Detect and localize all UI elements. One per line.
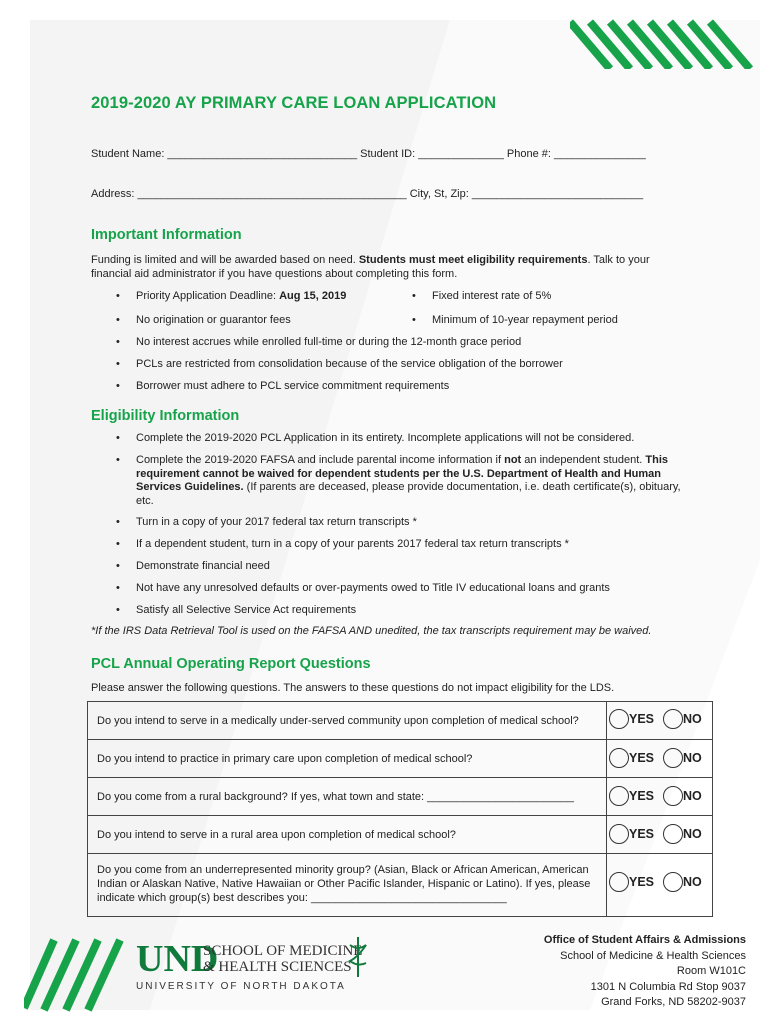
logo-line1: SCHOOL OF MEDICINE [203, 943, 363, 959]
office-school: School of Medicine & Health Sciences [560, 949, 746, 962]
list-item: • Borrower must adhere to PCL service commitment requirements [116, 380, 450, 392]
question-text: Do you come from an underrepresented minority group? (Asian, Black or African American, American Indian or Alaskan Native, Native Hawaiian or Other Pacific Islander, Hispanic or Latino). If yes, please indicate which group(s) best describes you: ________________________________ [97, 864, 591, 904]
report-heading: PCL Annual Operating Report Questions [91, 656, 371, 672]
yes-radio[interactable] [609, 786, 629, 806]
page-title: 2019-2020 AY PRIMARY CARE LOAN APPLICATION [91, 94, 497, 112]
office-name: Office of Student Affairs & Admissions [543, 934, 746, 946]
question-text: Do you intend to serve in a rural area upon completion of medical school? [97, 829, 456, 841]
no-radio[interactable] [663, 872, 683, 892]
list-item: • If a dependent student, turn in a copy of your parents 2017 federal tax return transcripts * [116, 538, 569, 550]
yes-no-cell [606, 740, 712, 777]
no-radio[interactable] [663, 824, 683, 844]
logo-line2: & HEALTH SCIENCES [203, 959, 352, 975]
yes-radio[interactable] [609, 748, 629, 768]
und-logo [136, 933, 371, 993]
yes-no-cell [606, 816, 712, 853]
no-radio[interactable] [663, 709, 683, 729]
questions-table [87, 701, 713, 917]
yes-radio[interactable] [609, 872, 629, 892]
yes-no-cell [606, 778, 712, 815]
interest-item: • Fixed interest rate of 5% [412, 290, 552, 302]
office-city: Grand Forks, ND 58202-9037 [601, 996, 746, 1008]
table-row [88, 778, 712, 816]
yes-radio[interactable] [609, 709, 629, 729]
office-room: Room W101C [676, 965, 746, 977]
student-info-line[interactable]: Student Name: _______________________________ Student ID: ______________ Phone #: _______________ [91, 148, 646, 160]
no-label: NO [683, 875, 702, 889]
list-item: • Not have any unresolved defaults or over-payments owed to Title IV educational loans and grants [116, 582, 610, 594]
eligibility-heading: Eligibility Information [91, 408, 240, 424]
no-radio[interactable] [663, 748, 683, 768]
list-item: • PCLs are restricted from consolidation because of the service obligation of the borrower [116, 358, 563, 370]
table-row [88, 816, 712, 854]
question-text: Do you intend to serve in a medically under-served community upon completion of medical school? [97, 715, 579, 727]
table-row [88, 854, 712, 916]
fees-item: • No origination or guarantor fees [116, 314, 291, 326]
no-label: NO [683, 789, 702, 803]
list-item: • Demonstrate financial need [116, 560, 270, 572]
no-label: NO [683, 827, 702, 841]
question-text: Do you intend to practice in primary care upon completion of medical school? [97, 753, 473, 765]
fafsa-item: • Complete the 2019-2020 FAFSA and include parental income information if not an independent student. This requirement cannot be waived for dependent students per the U.S. Department of Health and Human Services Guidelines. (If parents are deceased, please provide documentation, i.e. death certificate(s), obituary, etc. [116, 454, 681, 507]
no-label: NO [683, 751, 702, 765]
yes-radio[interactable] [609, 824, 629, 844]
list-item: • No interest accrues while enrolled full-time or during the 12-month grace period [116, 336, 522, 348]
decorative-stripes-bottom [24, 938, 134, 1013]
deadline-item: • Priority Application Deadline: Aug 15, 2019 [116, 290, 347, 302]
yes-label: YES [629, 827, 655, 841]
yes-label: YES [629, 789, 655, 803]
no-radio[interactable] [663, 786, 683, 806]
yes-no-cell [606, 854, 712, 916]
yes-label: YES [629, 751, 655, 765]
report-intro: Please answer the following questions. The answers to these questions do not impact eligibility for the LDS. [91, 682, 615, 694]
logo-line3: UNIVERSITY OF NORTH DAKOTA [136, 981, 346, 992]
logo-mark: UND [136, 938, 219, 980]
yes-label: YES [629, 875, 655, 889]
list-item: • Complete the 2019-2020 PCL Application in its entirety. Incomplete applications will not be considered. [116, 432, 635, 444]
yes-no-cell [606, 702, 712, 739]
important-intro: Funding is limited and will be awarded based on need. Students must meet eligibility requirements. Talk to your financial aid administrator if you have questions about completing this form. [91, 254, 650, 280]
office-street: 1301 N Columbia Rd Stop 9037 [590, 980, 746, 993]
office-address-block [544, 933, 746, 1011]
question-text: Do you come from a rural background? If yes, what town and state: ________________________ [97, 791, 574, 803]
repayment-item: • Minimum of 10-year repayment period [412, 314, 618, 326]
table-row [88, 740, 712, 778]
important-info-heading: Important Information [91, 227, 242, 243]
table-row [88, 702, 712, 740]
address-line[interactable]: Address: ____________________________________________ City, St, Zip: ____________________________ [91, 188, 644, 200]
irs-note: *If the IRS Data Retrieval Tool is used on the FAFSA AND unedited, the tax transcripts requirement may be waived. [91, 625, 652, 637]
decorative-stripes-top [570, 14, 755, 69]
no-label: NO [683, 712, 702, 726]
yes-label: YES [629, 712, 655, 726]
list-item: • Satisfy all Selective Service Act requirements [116, 604, 357, 616]
list-item: • Turn in a copy of your 2017 federal tax return transcripts * [116, 516, 417, 528]
